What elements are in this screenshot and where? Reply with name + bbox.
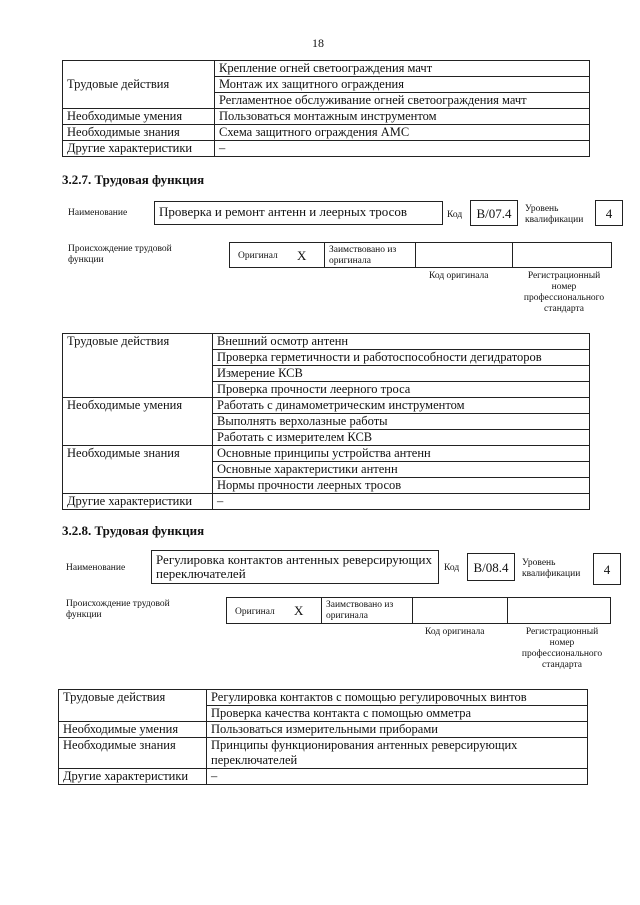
row-item: Внешний осмотр антенн <box>213 334 590 350</box>
row-item: – <box>215 141 590 157</box>
row-item: Выполнять верхолазные работы <box>213 414 590 430</box>
row-label: Необходимые знания <box>63 446 213 494</box>
row-item: Принципы функционирования антенных реверсирующих переключателей <box>207 738 588 769</box>
row-item: Проверка качества контакта с помощью омметра <box>207 706 588 722</box>
row-item: – <box>207 769 588 785</box>
table-row <box>63 334 590 350</box>
original-cell <box>226 597 322 624</box>
row-item: Измерение КСВ <box>213 366 590 382</box>
row-item: Схема защитного ограждения АМС <box>215 125 590 141</box>
row-label: Трудовые действия <box>59 690 207 722</box>
table-row <box>59 738 588 769</box>
borrowed-cell: Заимствовано из оригинала <box>324 242 416 268</box>
row-item: Регулировка контактов с помощью регулировочных винтов <box>207 690 588 706</box>
original-code-cell <box>415 242 513 268</box>
table-row <box>63 125 590 141</box>
section-heading: 3.2.7. Трудовая функция <box>62 172 205 187</box>
row-item: Пользоваться монтажным инструментом <box>215 109 590 125</box>
table-row <box>63 398 590 414</box>
reg-number-caption: Регистрационный номер профессионального стандарта <box>523 271 605 314</box>
row-item: Основные принципы устройства антенн <box>213 446 590 462</box>
row-item: Работать с динамометрическим инструментом <box>213 398 590 414</box>
section-heading: 3.2.8. Трудовая функция <box>62 523 205 538</box>
origin-label: Происхождение трудовой функции <box>68 244 172 265</box>
level-box: 4 <box>593 553 621 585</box>
code-label: Код <box>444 563 460 573</box>
row-label: Необходимые знания <box>63 125 215 141</box>
original-code-caption: Код оригинала <box>429 271 489 281</box>
reg-number-cell <box>512 242 612 268</box>
row-label: Необходимые умения <box>63 109 215 125</box>
table-row <box>63 446 590 462</box>
level-box: 4 <box>595 200 623 226</box>
row-item: Крепление огней светоограждения мачт <box>215 61 590 77</box>
function-name-box: Проверка и ремонт антенн и леерных тросов <box>154 201 443 225</box>
borrowed-cell: Заимствовано из оригинала <box>321 597 413 624</box>
original-mark: X <box>297 248 307 263</box>
code-label: Код <box>447 210 463 220</box>
original-cell <box>229 242 325 268</box>
original-label: Оригинал <box>235 607 275 617</box>
original-code-caption: Код оригинала <box>425 627 485 637</box>
table-row <box>63 494 590 510</box>
level-label: Уровень квалификации <box>525 204 584 225</box>
original-code-cell <box>412 597 508 624</box>
page-number: 18 <box>312 36 324 50</box>
table-row <box>59 769 588 785</box>
table-row <box>59 722 588 738</box>
skills-table-327 <box>62 333 590 510</box>
name-label: Наименование <box>68 208 128 218</box>
row-label: Трудовые действия <box>63 334 213 398</box>
code-box: B/07.4 <box>470 200 518 226</box>
row-label: Необходимые умения <box>63 398 213 446</box>
row-item: Основные характеристики антенн <box>213 462 590 478</box>
row-item: Проверка герметичности и работоспособности дегидраторов <box>213 350 590 366</box>
row-item: Монтаж их защитного ограждения <box>215 77 590 93</box>
reg-number-cell <box>507 597 611 624</box>
table-row <box>63 141 590 157</box>
row-label: Трудовые действия <box>63 61 215 109</box>
row-label: Другие характеристики <box>63 494 213 510</box>
level-label: Уровень квалификации <box>522 558 581 579</box>
function-name-box: Регулировка контактов антенных реверсирующих переключателей <box>151 550 439 584</box>
row-label: Другие характеристики <box>59 769 207 785</box>
table-row <box>63 109 590 125</box>
name-label: Наименование <box>66 563 126 573</box>
original-mark: X <box>294 603 304 618</box>
row-item: Работать с измерителем КСВ <box>213 430 590 446</box>
row-item: Нормы прочности леерных тросов <box>213 478 590 494</box>
skills-table-328 <box>58 689 588 785</box>
original-label: Оригинал <box>238 251 278 261</box>
row-item: – <box>213 494 590 510</box>
row-label: Необходимые умения <box>59 722 207 738</box>
reg-number-caption: Регистрационный номер профессионального стандарта <box>521 627 603 670</box>
table-row <box>59 690 588 706</box>
row-item: Пользоваться измерительными приборами <box>207 722 588 738</box>
origin-label: Происхождение трудовой функции <box>66 599 170 620</box>
row-label: Другие характеристики <box>63 141 215 157</box>
row-label: Необходимые знания <box>59 738 207 769</box>
row-item: Регламентное обслуживание огней светоограждения мачт <box>215 93 590 109</box>
code-box: B/08.4 <box>467 553 515 581</box>
table-row <box>63 61 590 77</box>
row-item: Проверка прочности леерного троса <box>213 382 590 398</box>
top-skills-table <box>62 60 590 157</box>
